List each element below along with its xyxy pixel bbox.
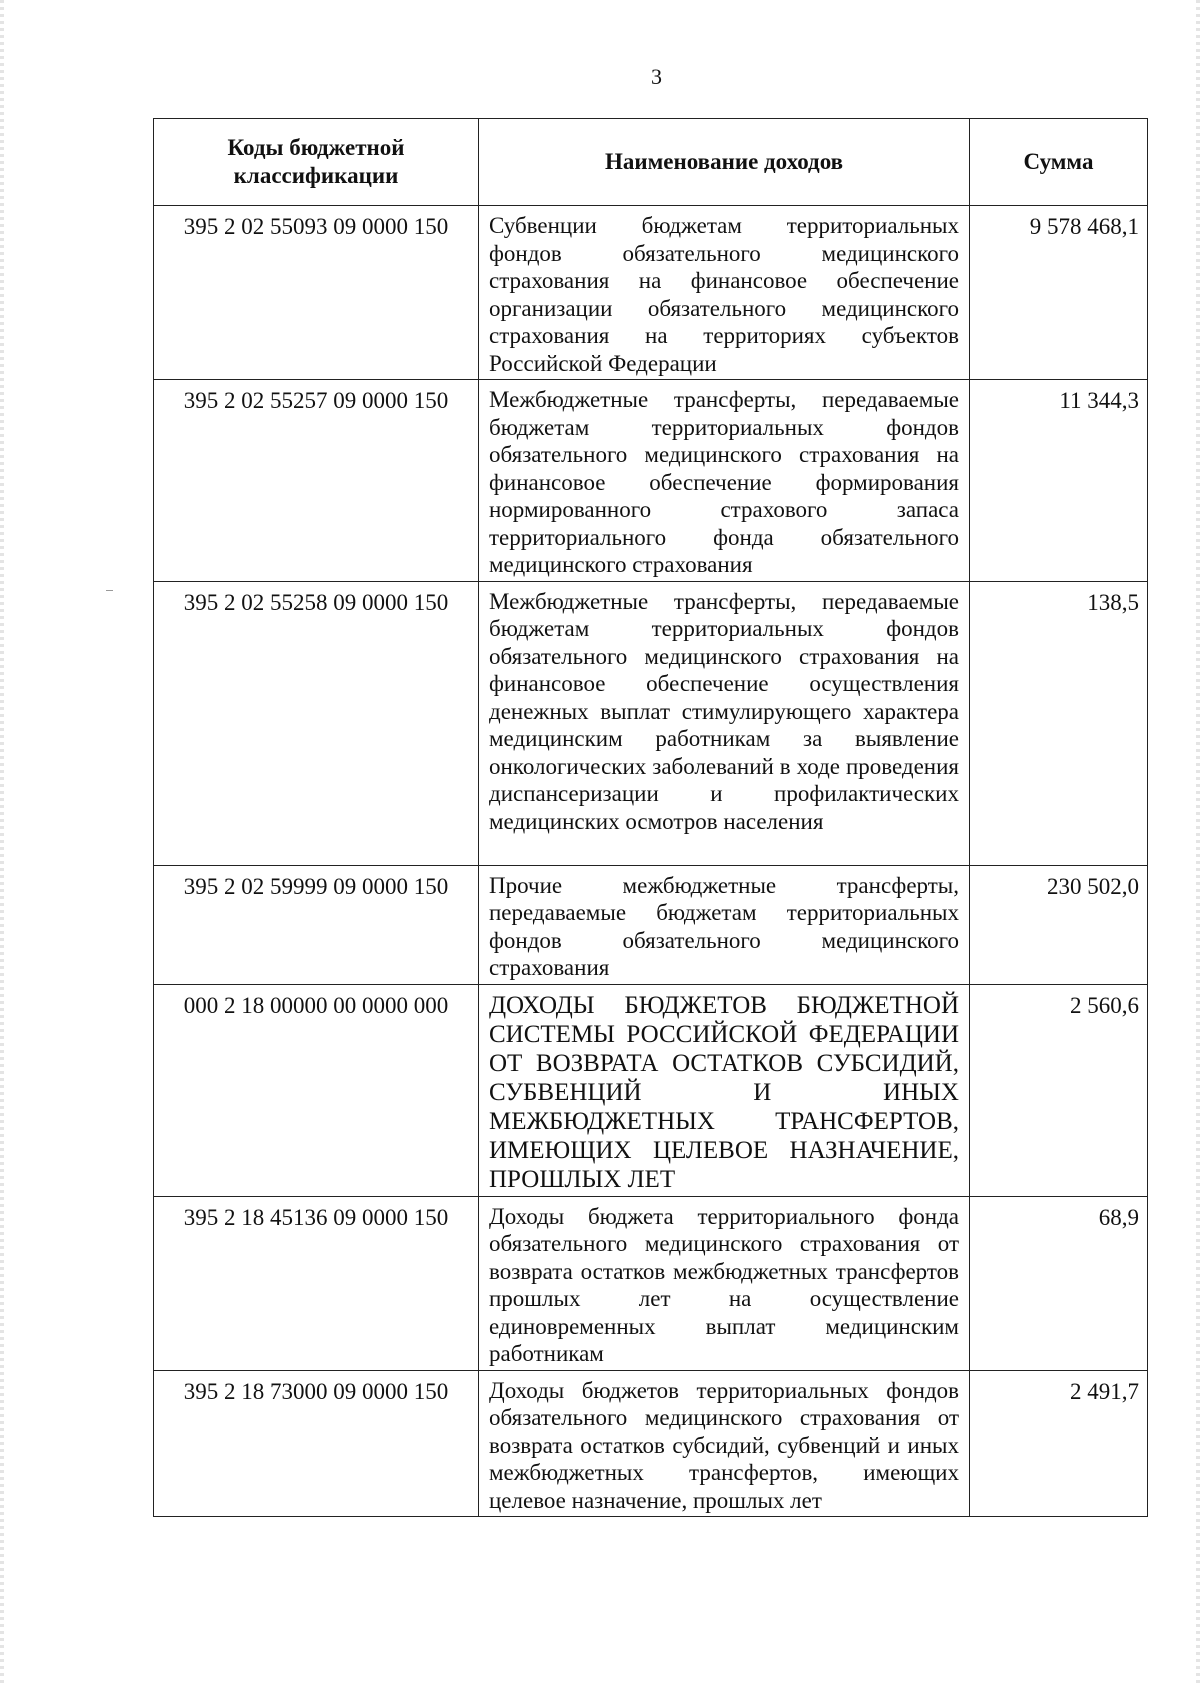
table-row	[154, 206, 1148, 380]
row-sum: 230 502,0	[970, 865, 1148, 984]
row-code: 395 2 02 55093 09 0000 150	[154, 206, 479, 380]
row-code: 000 2 18 00000 00 0000 000	[154, 984, 479, 1196]
row-name: Прочие межбюджетные трансферты, передаваемые бюджетам территориальных фондов обязательного медицинского страхования	[479, 865, 970, 984]
header-name: Наименование доходов	[479, 119, 970, 206]
row-sum: 9 578 468,1	[970, 206, 1148, 380]
table-row	[154, 1196, 1148, 1370]
row-name: Межбюджетные трансферты, передаваемые бюджетам территориальных фондов обязательного медицинского страхования на финансовое обеспечение формирования нормированного страхового запаса территориального фонда обязательного медицинского страхования	[479, 380, 970, 582]
table-row	[154, 865, 1148, 984]
table-row	[154, 380, 1148, 582]
row-code: 395 2 02 55257 09 0000 150	[154, 380, 479, 582]
row-name: Доходы бюджета территориального фонда обязательного медицинского страхования от возврата остатков межбюджетных трансфертов прошлых лет на осуществление единовременных выплат медицинским работникам	[479, 1196, 970, 1370]
row-name: Доходы бюджетов территориальных фондов обязательного медицинского страхования от возврата остатков субсидий, субвенций и иных межбюджетных трансфертов, имеющих целевое назначение, прошлых лет	[479, 1370, 970, 1517]
row-sum: 2 560,6	[970, 984, 1148, 1196]
row-name: ДОХОДЫ БЮДЖЕТОВ БЮДЖЕТНОЙ СИСТЕМЫ РОССИЙСКОЙ ФЕДЕРАЦИИ ОТ ВОЗВРАТА ОСТАТКОВ СУБСИДИЙ, СУБВЕНЦИЙ И ИНЫХ МЕЖБЮДЖЕТНЫХ ТРАНСФЕРТОВ, ИМЕЮЩИХ ЦЕЛЕВОЕ НАЗНАЧЕНИЕ, ПРОШЛЫХ ЛЕТ	[479, 984, 970, 1196]
table-row	[154, 1370, 1148, 1517]
row-code: 395 2 02 55258 09 0000 150	[154, 581, 479, 865]
row-name: Субвенции бюджетам территориальных фондов обязательного медицинского страхования на финансовое обеспечение организации обязательного медицинского страхования на территориях субъектов Российской Федерации	[479, 206, 970, 380]
row-sum: 68,9	[970, 1196, 1148, 1370]
row-sum: 11 344,3	[970, 380, 1148, 582]
margin-mark	[106, 590, 113, 591]
page-number: 3	[651, 64, 662, 89]
header-code: Коды бюджетной классификации	[154, 119, 479, 206]
row-code: 395 2 02 59999 09 0000 150	[154, 865, 479, 984]
row-sum: 138,5	[970, 581, 1148, 865]
row-code: 395 2 18 45136 09 0000 150	[154, 1196, 479, 1370]
budget-income-table	[153, 118, 1148, 1517]
row-code: 395 2 18 73000 09 0000 150	[154, 1370, 479, 1517]
table-header-row	[154, 119, 1148, 206]
row-name: Межбюджетные трансферты, передаваемые бюджетам территориальных фондов обязательного медицинского страхования на финансовое обеспечение осуществления денежных выплат стимулирующего характера медицинским работникам за выявление онкологических заболеваний в ходе проведения диспансеризации и профилактических медицинских осмотров населения	[479, 581, 970, 865]
header-sum: Сумма	[970, 119, 1148, 206]
table-row	[154, 581, 1148, 865]
scan-right-edge	[1196, 0, 1200, 1686]
table-row	[154, 984, 1148, 1196]
scan-left-edge	[0, 0, 4, 1686]
row-sum: 2 491,7	[970, 1370, 1148, 1517]
